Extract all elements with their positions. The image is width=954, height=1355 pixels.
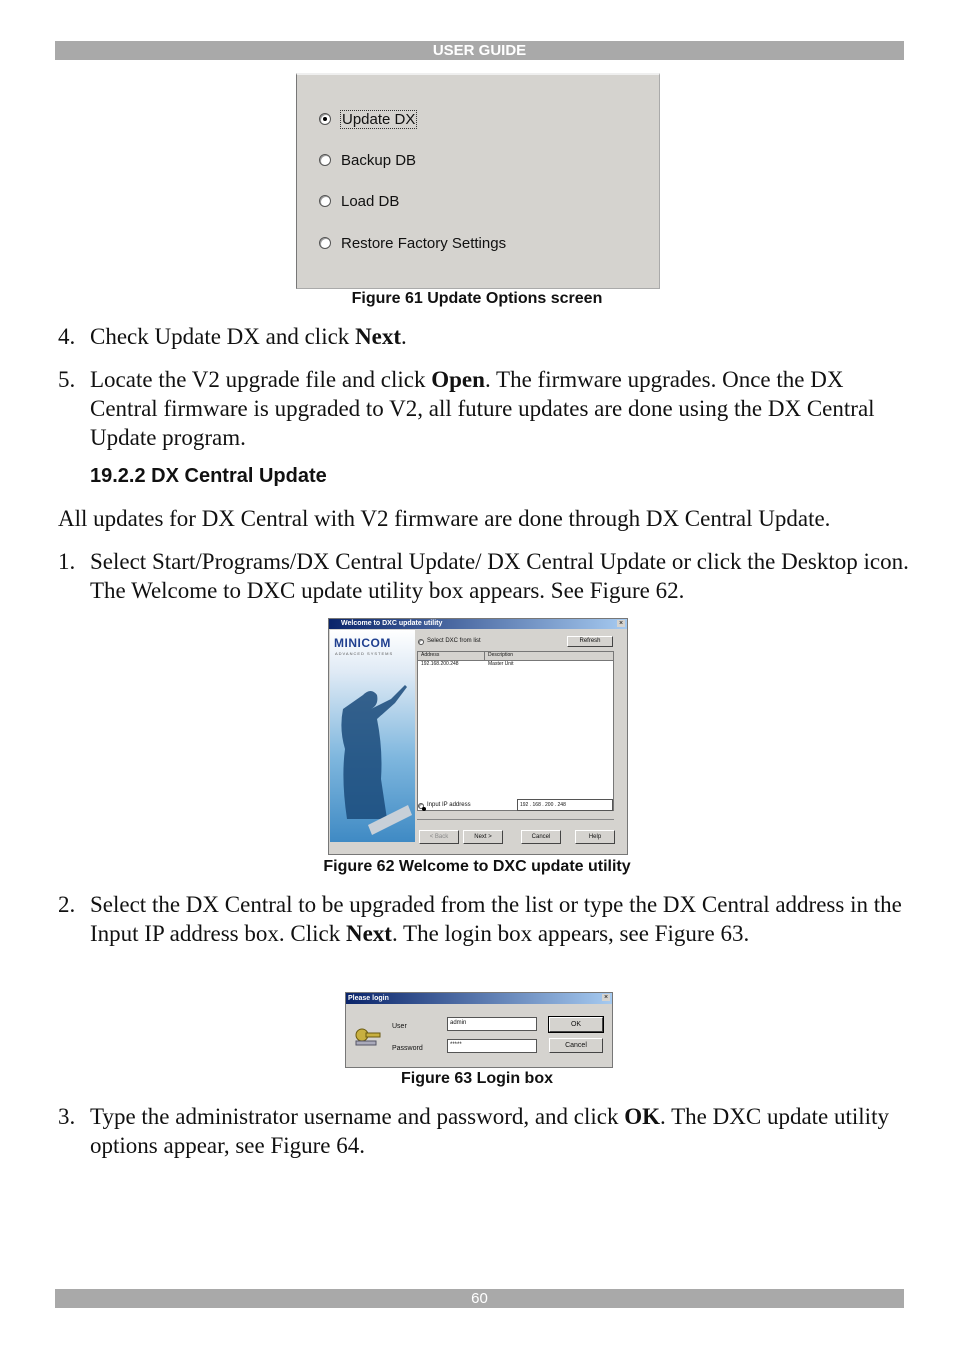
password-label: Password — [392, 1045, 423, 1052]
welcome-dxc-screenshot — [328, 618, 628, 855]
input-ip-label: Input IP address — [427, 802, 471, 808]
minicom-logo: MINICOM — [334, 636, 391, 650]
next-button[interactable]: Next > — [463, 830, 503, 844]
radio-select-list[interactable] — [418, 639, 424, 645]
figure-61-caption: Figure 61 Update Options screen — [351, 290, 603, 307]
page-number: 60 — [471, 1290, 488, 1307]
user-label: User — [392, 1023, 407, 1030]
radio-icon[interactable] — [319, 237, 331, 249]
step-4-text: Check Update DX and click Next. — [90, 324, 407, 349]
keys-icon — [354, 1025, 382, 1047]
update-options-screenshot — [296, 73, 660, 289]
step-5-text: Locate the V2 upgrade file and click Open. The firmware upgrades. Once the DX Central firmware is upgraded to V2, all future updates are done using the DX Central Update program. — [90, 367, 875, 450]
radio-input-ip[interactable] — [418, 803, 424, 809]
window-title: Please login — [346, 993, 612, 1004]
option-label: Restore Factory Settings — [341, 234, 507, 252]
option-restore-factory[interactable] — [319, 233, 506, 253]
close-icon[interactable]: × — [603, 994, 609, 1001]
ok-button[interactable]: OK — [549, 1017, 603, 1032]
cancel-button[interactable]: Cancel — [549, 1038, 603, 1053]
col-address: Address — [421, 652, 440, 658]
option-update-dx[interactable] — [319, 109, 416, 129]
figure-63-caption: Figure 63 Login box — [400, 1070, 553, 1087]
user-input[interactable]: admin — [447, 1017, 537, 1031]
step-number: 5. — [58, 367, 76, 392]
step-1-text: Select Start/Programs/DX Central Update/ DX Central Update or click the Desktop icon. The Welcome to DXC update utility box appears. See Figure 62. — [90, 549, 909, 603]
radio-selected-icon[interactable] — [319, 113, 331, 125]
back-button[interactable]: < Back — [419, 830, 459, 844]
option-label: Update DX — [342, 110, 416, 128]
ip-address-input[interactable]: 192 . 168 . 200 . 248 — [517, 799, 613, 811]
row-address[interactable]: 192.168.200.248 — [421, 661, 459, 667]
select-list-label: Select DXC from list — [427, 638, 481, 644]
col-description: Description — [488, 652, 514, 658]
logo-subtitle: ADVANCED SYSTEMS — [335, 651, 394, 656]
row-description[interactable]: Master Unit — [488, 661, 514, 667]
footer-bar — [55, 1289, 904, 1308]
refresh-button[interactable]: Refresh — [567, 636, 613, 647]
option-load-db[interactable] — [319, 191, 399, 211]
section-intro: All updates for DX Central with V2 firmware are done through DX Central Update. — [58, 506, 831, 531]
radio-icon[interactable] — [319, 154, 331, 166]
help-button[interactable]: Help — [575, 830, 615, 844]
step-number: 2. — [58, 892, 76, 917]
window-title: Welcome to DXC update utility — [329, 619, 627, 629]
cancel-button[interactable]: Cancel — [521, 830, 561, 844]
close-icon[interactable]: × — [618, 620, 624, 627]
radio-icon[interactable] — [319, 195, 331, 207]
password-input[interactable]: ***** — [447, 1039, 537, 1053]
step-2-text: Select the DX Central to be upgraded from the list or type the DX Central address in the Input IP address box. Click Next. The login box appears, see Figure 63. — [90, 892, 902, 946]
silhouette-icon — [338, 675, 413, 835]
option-label: Backup DB — [341, 151, 417, 169]
step-number: 3. — [58, 1104, 76, 1129]
option-backup-db[interactable] — [319, 150, 416, 170]
section-heading: 19.2.2 DX Central Update — [90, 465, 327, 487]
login-box-screenshot — [345, 992, 613, 1068]
header-bar — [55, 41, 904, 60]
option-label: Load DB — [341, 192, 400, 210]
figure-62-caption: Figure 62 Welcome to DXC update utility — [323, 858, 631, 875]
branding-panel — [330, 630, 415, 842]
step-number: 4. — [58, 324, 76, 349]
step-3-text: Type the administrator username and password, and click OK. The DXC update utility options appear, see Figure 64. — [90, 1104, 889, 1158]
dxc-list[interactable] — [417, 651, 614, 811]
step-number: 1. — [58, 549, 76, 574]
header-title: USER GUIDE — [432, 42, 527, 59]
